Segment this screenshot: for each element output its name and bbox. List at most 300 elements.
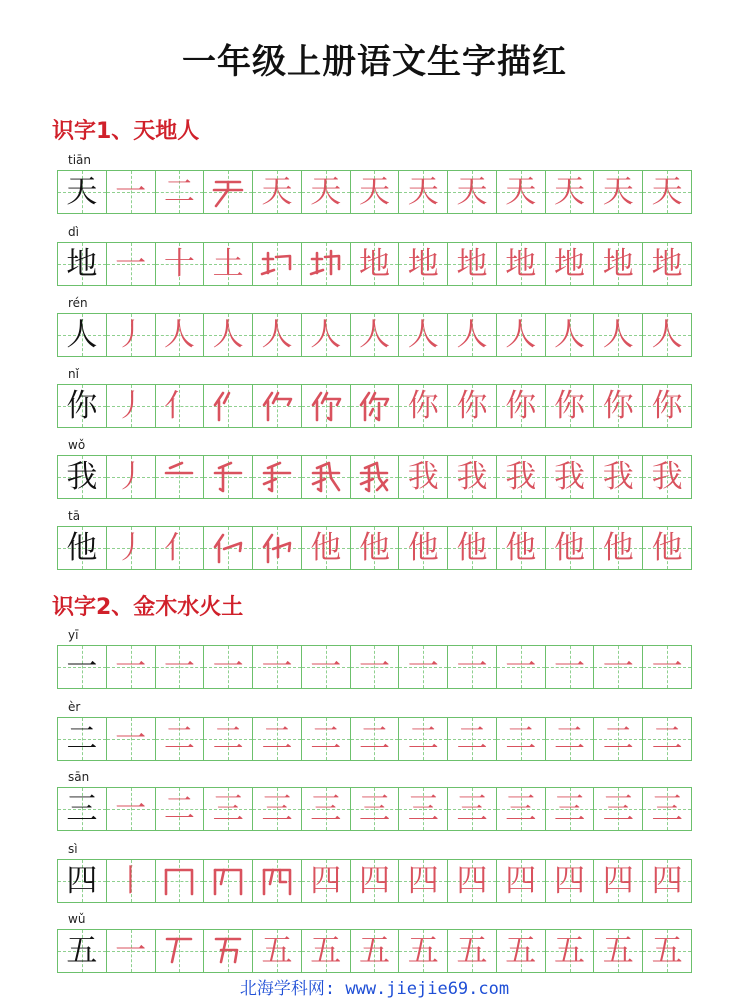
grid-cell[interactable] (643, 314, 691, 356)
trace-character: 五 (505, 932, 537, 969)
partial-stroke-drawing (260, 864, 294, 898)
trace-character: 人 (261, 316, 293, 353)
trace-character: 你 (651, 387, 683, 424)
trace-character: 一 (554, 648, 586, 685)
grid-cell[interactable] (546, 860, 595, 902)
pinyin-label: sān (68, 770, 90, 784)
grid-cell[interactable] (253, 385, 302, 427)
grid-cell[interactable] (302, 788, 351, 830)
trace-character: 土 (212, 245, 244, 282)
grid-cell[interactable] (156, 385, 205, 427)
tianzige-grid (57, 242, 692, 286)
grid-cell[interactable] (643, 718, 691, 760)
trace-character: 他 (407, 529, 439, 566)
grid-cell[interactable] (448, 171, 497, 213)
trace-character: 地 (505, 245, 537, 282)
trace-character: 我 (554, 458, 586, 495)
grid-cell[interactable] (204, 718, 253, 760)
grid-cell[interactable] (107, 718, 156, 760)
grid-cell[interactable] (546, 385, 595, 427)
trace-character: 人 (310, 316, 342, 353)
section-heading: 识字2、金木水火土 (52, 595, 244, 620)
grid-cell[interactable] (107, 860, 156, 902)
grid-cell[interactable] (448, 646, 497, 688)
grid-cell[interactable] (204, 930, 253, 972)
trace-character: 我 (602, 458, 634, 495)
tianzige-grid (57, 170, 692, 214)
partial-stroke-drawing (211, 531, 245, 565)
grid-cell[interactable] (253, 718, 302, 760)
grid-cell[interactable] (643, 646, 691, 688)
grid-cell[interactable] (156, 456, 205, 498)
grid-cell[interactable] (399, 243, 448, 285)
trace-character: 你 (407, 387, 439, 424)
grid-cell[interactable] (497, 718, 546, 760)
grid-cell[interactable] (253, 527, 302, 569)
grid-cell[interactable] (107, 171, 156, 213)
trace-character: 一 (407, 648, 439, 685)
partial-stroke-drawing (211, 460, 245, 494)
grid-cell[interactable] (546, 171, 595, 213)
partial-stroke-drawing (211, 389, 245, 423)
trace-character: 一 (163, 648, 195, 685)
partial-stroke-drawing (309, 247, 343, 281)
trace-character: 地 (554, 245, 586, 282)
trace-character: 他 (602, 529, 634, 566)
trace-character: 一 (261, 648, 293, 685)
grid-cell[interactable] (643, 243, 691, 285)
grid-cell[interactable] (204, 314, 253, 356)
grid-cell[interactable] (546, 243, 595, 285)
grid-cell[interactable] (448, 788, 497, 830)
grid-cell[interactable] (204, 385, 253, 427)
grid-cell[interactable] (107, 456, 156, 498)
trace-character: 人 (212, 316, 244, 353)
grid-cell[interactable] (351, 385, 400, 427)
grid-cell[interactable] (643, 527, 691, 569)
grid-cell[interactable] (156, 646, 205, 688)
partial-stroke-drawing (357, 460, 391, 494)
grid-cell[interactable] (156, 718, 205, 760)
grid-cell[interactable] (156, 171, 205, 213)
trace-character: 五 (554, 932, 586, 969)
grid-cell[interactable] (399, 860, 448, 902)
trace-character: 一 (115, 245, 147, 282)
grid-cell[interactable] (156, 788, 205, 830)
trace-character: 地 (602, 245, 634, 282)
grid-cell[interactable] (302, 860, 351, 902)
trace-character: 二 (358, 720, 390, 757)
grid-cell[interactable] (594, 860, 643, 902)
model-character: 五 (66, 932, 98, 969)
grid-cell[interactable] (107, 788, 156, 830)
grid-cell[interactable] (497, 385, 546, 427)
trace-character: 二 (407, 720, 439, 757)
trace-character: 四 (310, 862, 342, 899)
trace-character: 一 (310, 648, 342, 685)
partial-stroke-drawing (260, 247, 294, 281)
trace-character: 四 (505, 862, 537, 899)
grid-cell[interactable] (302, 385, 351, 427)
trace-character: 四 (358, 862, 390, 899)
grid-cell[interactable] (594, 456, 643, 498)
grid-cell[interactable] (594, 243, 643, 285)
grid-cell[interactable] (643, 385, 691, 427)
pinyin-label: èr (68, 700, 81, 714)
partial-stroke-drawing (211, 934, 245, 968)
model-character: 地 (66, 245, 98, 282)
trace-character: 我 (651, 458, 683, 495)
trace-character: 五 (310, 932, 342, 969)
grid-cell[interactable] (399, 314, 448, 356)
tianzige-grid (57, 859, 692, 903)
grid-cell[interactable] (107, 527, 156, 569)
grid-cell[interactable] (58, 788, 107, 830)
model-character: 你 (66, 387, 98, 424)
trace-character: 一 (115, 648, 147, 685)
trace-character: 地 (358, 245, 390, 282)
tianzige-grid (57, 384, 692, 428)
model-character: 二 (66, 720, 98, 757)
grid-cell[interactable] (253, 456, 302, 498)
grid-cell[interactable] (351, 243, 400, 285)
grid-cell[interactable] (448, 456, 497, 498)
trace-character: 人 (456, 316, 488, 353)
grid-cell[interactable] (351, 314, 400, 356)
grid-cell[interactable] (351, 646, 400, 688)
partial-stroke-drawing (309, 460, 343, 494)
grid-cell[interactable] (302, 456, 351, 498)
trace-character: 丿 (115, 387, 147, 424)
grid-cell[interactable] (594, 314, 643, 356)
grid-cell[interactable] (546, 718, 595, 760)
trace-character: 丨 (115, 862, 147, 899)
partial-stroke-drawing (260, 389, 294, 423)
trace-character: 五 (407, 932, 439, 969)
trace-character: 三 (602, 790, 634, 827)
pinyin-label: sì (68, 842, 78, 856)
grid-cell[interactable] (107, 646, 156, 688)
trace-character: 人 (651, 316, 683, 353)
trace-character: 一 (212, 648, 244, 685)
pinyin-label: wǔ (68, 912, 86, 926)
grid-cell[interactable] (204, 788, 253, 830)
trace-character: 一 (456, 648, 488, 685)
trace-character: 他 (505, 529, 537, 566)
grid-cell[interactable] (594, 171, 643, 213)
grid-cell[interactable] (497, 527, 546, 569)
grid-cell[interactable] (399, 171, 448, 213)
grid-cell[interactable] (58, 243, 107, 285)
trace-character: 三 (505, 790, 537, 827)
trace-character: 天 (505, 173, 537, 210)
grid-cell[interactable] (302, 243, 351, 285)
grid-cell[interactable] (399, 788, 448, 830)
trace-character: 人 (554, 316, 586, 353)
grid-cell[interactable] (497, 456, 546, 498)
pinyin-label: nǐ (68, 367, 79, 381)
grid-cell[interactable] (399, 385, 448, 427)
trace-character: 四 (602, 862, 634, 899)
grid-cell[interactable] (546, 527, 595, 569)
grid-cell[interactable] (302, 930, 351, 972)
trace-character: 五 (456, 932, 488, 969)
grid-cell[interactable] (497, 314, 546, 356)
trace-character: 二 (602, 720, 634, 757)
trace-character: 他 (358, 529, 390, 566)
trace-character: 他 (651, 529, 683, 566)
grid-cell[interactable] (156, 860, 205, 902)
trace-character: 天 (358, 173, 390, 210)
trace-character: 人 (407, 316, 439, 353)
tianzige-grid (57, 717, 692, 761)
trace-character: 二 (163, 173, 195, 210)
grid-cell[interactable] (253, 171, 302, 213)
model-character: 人 (66, 316, 98, 353)
grid-cell[interactable] (448, 527, 497, 569)
grid-cell[interactable] (594, 646, 643, 688)
trace-character: 地 (407, 245, 439, 282)
trace-character: 一 (115, 932, 147, 969)
trace-character: 二 (261, 720, 293, 757)
trace-character: 你 (505, 387, 537, 424)
partial-stroke-drawing (260, 460, 294, 494)
grid-cell[interactable] (58, 314, 107, 356)
model-character: 天 (66, 173, 98, 210)
trace-character: 一 (115, 720, 147, 757)
partial-stroke-drawing (309, 389, 343, 423)
trace-character: 二 (554, 720, 586, 757)
trace-character: 地 (651, 245, 683, 282)
partial-stroke-drawing (162, 934, 196, 968)
grid-cell[interactable] (546, 456, 595, 498)
partial-stroke-drawing (260, 531, 294, 565)
trace-character: 天 (651, 173, 683, 210)
trace-character: 我 (505, 458, 537, 495)
trace-character: 他 (456, 529, 488, 566)
grid-cell[interactable] (351, 718, 400, 760)
partial-stroke-drawing (162, 460, 196, 494)
trace-character: 四 (407, 862, 439, 899)
trace-character: 他 (554, 529, 586, 566)
grid-cell[interactable] (253, 930, 302, 972)
trace-character: 一 (505, 648, 537, 685)
trace-character: 二 (505, 720, 537, 757)
grid-cell[interactable] (399, 718, 448, 760)
tianzige-grid (57, 455, 692, 499)
grid-cell[interactable] (546, 646, 595, 688)
grid-cell[interactable] (58, 456, 107, 498)
grid-cell[interactable] (351, 456, 400, 498)
grid-cell[interactable] (399, 456, 448, 498)
trace-character: 三 (261, 790, 293, 827)
pinyin-label: rén (68, 296, 88, 310)
grid-cell[interactable] (204, 646, 253, 688)
trace-character: 他 (310, 529, 342, 566)
model-character: 三 (66, 790, 98, 827)
grid-cell[interactable] (448, 385, 497, 427)
trace-character: 人 (358, 316, 390, 353)
grid-cell[interactable] (594, 527, 643, 569)
trace-character: 三 (407, 790, 439, 827)
grid-cell[interactable] (58, 860, 107, 902)
grid-cell[interactable] (58, 718, 107, 760)
grid-cell[interactable] (107, 385, 156, 427)
grid-cell[interactable] (643, 860, 691, 902)
trace-character: 三 (456, 790, 488, 827)
trace-character: 天 (310, 173, 342, 210)
trace-character: 丿 (115, 458, 147, 495)
grid-cell[interactable] (594, 930, 643, 972)
grid-cell[interactable] (351, 788, 400, 830)
grid-cell[interactable] (302, 314, 351, 356)
grid-cell[interactable] (399, 930, 448, 972)
grid-cell[interactable] (497, 788, 546, 830)
grid-cell[interactable] (351, 930, 400, 972)
tianzige-grid (57, 645, 692, 689)
grid-cell[interactable] (351, 527, 400, 569)
section-heading: 识字1、天地人 (52, 119, 200, 144)
trace-character: 二 (651, 720, 683, 757)
grid-cell[interactable] (643, 171, 691, 213)
trace-character: 四 (651, 862, 683, 899)
trace-character: 你 (456, 387, 488, 424)
grid-cell[interactable] (253, 314, 302, 356)
pinyin-label: tā (68, 509, 81, 523)
grid-cell[interactable] (58, 646, 107, 688)
grid-cell[interactable] (156, 930, 205, 972)
trace-character: 一 (602, 648, 634, 685)
grid-cell[interactable] (546, 930, 595, 972)
trace-character: 三 (358, 790, 390, 827)
partial-stroke-drawing (162, 864, 196, 898)
partial-stroke-drawing (211, 175, 245, 209)
grid-cell[interactable] (399, 527, 448, 569)
trace-character: 二 (310, 720, 342, 757)
grid-cell[interactable] (497, 646, 546, 688)
grid-cell[interactable] (594, 788, 643, 830)
trace-character: 人 (602, 316, 634, 353)
trace-character: 三 (651, 790, 683, 827)
trace-character: 天 (602, 173, 634, 210)
grid-cell[interactable] (448, 930, 497, 972)
grid-cell[interactable] (107, 930, 156, 972)
grid-cell[interactable] (399, 646, 448, 688)
trace-character: 五 (651, 932, 683, 969)
model-character: 一 (66, 648, 98, 685)
trace-character: 人 (505, 316, 537, 353)
grid-cell[interactable] (448, 314, 497, 356)
trace-character: 二 (212, 720, 244, 757)
grid-cell[interactable] (253, 788, 302, 830)
grid-cell[interactable] (58, 385, 107, 427)
grid-cell[interactable] (156, 314, 205, 356)
grid-cell[interactable] (448, 860, 497, 902)
trace-character: 五 (358, 932, 390, 969)
trace-character: 五 (602, 932, 634, 969)
grid-cell[interactable] (107, 243, 156, 285)
grid-cell[interactable] (204, 243, 253, 285)
pinyin-label: yī (68, 628, 79, 642)
grid-cell[interactable] (643, 788, 691, 830)
grid-cell[interactable] (204, 527, 253, 569)
tianzige-grid (57, 313, 692, 357)
grid-cell[interactable] (302, 171, 351, 213)
trace-character: 亻 (163, 387, 195, 424)
grid-cell[interactable] (497, 930, 546, 972)
grid-cell[interactable] (58, 171, 107, 213)
trace-character: 丿 (115, 316, 147, 353)
tianzige-grid (57, 929, 692, 973)
trace-character: 一 (115, 173, 147, 210)
model-character: 我 (66, 458, 98, 495)
trace-character: 十 (163, 245, 195, 282)
trace-character: 天 (407, 173, 439, 210)
grid-cell[interactable] (156, 527, 205, 569)
model-character: 四 (66, 862, 98, 899)
grid-cell[interactable] (302, 646, 351, 688)
grid-cell[interactable] (594, 385, 643, 427)
grid-cell[interactable] (643, 930, 691, 972)
pinyin-label: wǒ (68, 438, 86, 452)
trace-character: 一 (115, 790, 147, 827)
grid-cell[interactable] (156, 243, 205, 285)
trace-character: 二 (456, 720, 488, 757)
grid-cell[interactable] (253, 646, 302, 688)
grid-cell[interactable] (546, 314, 595, 356)
trace-character: 你 (554, 387, 586, 424)
partial-stroke-drawing (357, 389, 391, 423)
trace-character: 天 (456, 173, 488, 210)
grid-cell[interactable] (58, 527, 107, 569)
grid-cell[interactable] (204, 171, 253, 213)
grid-cell[interactable] (351, 171, 400, 213)
grid-cell[interactable] (107, 314, 156, 356)
trace-character: 地 (456, 245, 488, 282)
grid-cell[interactable] (643, 456, 691, 498)
trace-character: 二 (163, 790, 195, 827)
grid-cell[interactable] (497, 860, 546, 902)
trace-character: 五 (261, 932, 293, 969)
pinyin-label: dì (68, 225, 79, 239)
model-character: 他 (66, 529, 98, 566)
trace-character: 我 (456, 458, 488, 495)
grid-cell[interactable] (302, 527, 351, 569)
grid-cell[interactable] (253, 243, 302, 285)
trace-character: 四 (554, 862, 586, 899)
trace-character: 一 (358, 648, 390, 685)
grid-cell[interactable] (351, 860, 400, 902)
trace-character: 四 (456, 862, 488, 899)
grid-cell[interactable] (58, 930, 107, 972)
grid-cell[interactable] (546, 788, 595, 830)
grid-cell[interactable] (302, 718, 351, 760)
trace-character: 天 (554, 173, 586, 210)
grid-cell[interactable] (497, 171, 546, 213)
grid-cell[interactable] (204, 456, 253, 498)
grid-cell[interactable] (497, 243, 546, 285)
grid-cell[interactable] (448, 243, 497, 285)
tianzige-grid (57, 526, 692, 570)
grid-cell[interactable] (204, 860, 253, 902)
partial-stroke-drawing (211, 864, 245, 898)
trace-character: 三 (212, 790, 244, 827)
grid-cell[interactable] (448, 718, 497, 760)
trace-character: 人 (163, 316, 195, 353)
grid-cell[interactable] (594, 718, 643, 760)
grid-cell[interactable] (253, 860, 302, 902)
trace-character: 丿 (115, 529, 147, 566)
